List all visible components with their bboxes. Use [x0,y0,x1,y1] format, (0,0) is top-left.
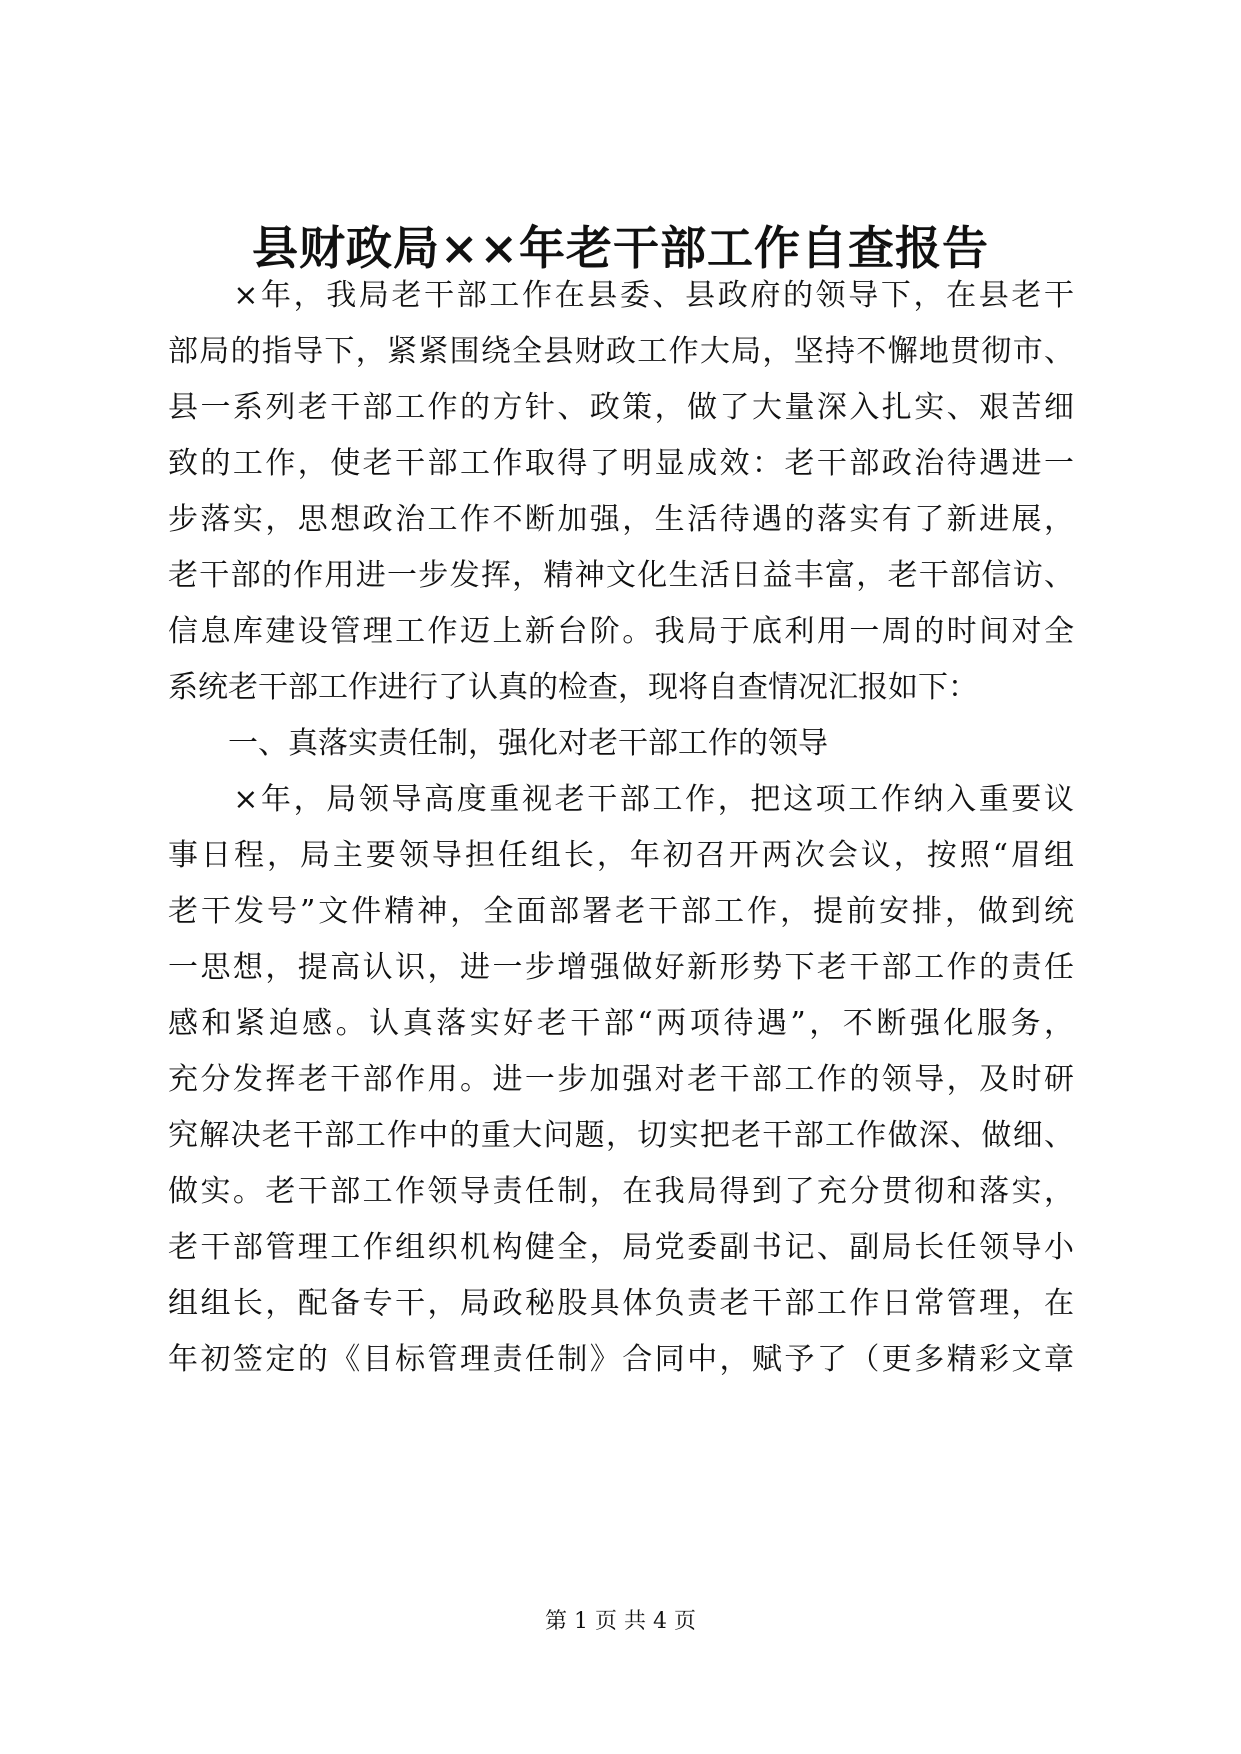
body-line: 事日程，局主要领导担任组长，年初召开两次会议，按照“眉组 [168,838,1074,873]
body-line: 一思想，提高认识，进一步增强做好新形势下老干部工作的责任 [168,950,1074,985]
body-line: 老干发号”文件精神，全面部署老干部工作，提前安排，做到统 [168,894,1074,929]
body-line: 系统老干部工作进行了认真的检查，现将自查情况汇报如下： [168,670,978,705]
body-line: 致的工作，使老干部工作取得了明显成效：老干部政治待遇进一 [168,446,1074,481]
body-line: 老干部管理工作组织机构健全，局党委副书记、副局长任领导小 [168,1230,1074,1265]
body-line: ×年，局领导高度重视老干部工作，把这项工作纳入重要议 [168,782,1074,817]
document-title: 县财政局××年老干部工作自查报告 [251,221,990,275]
body-line: 县一系列老干部工作的方针、政策，做了大量深入扎实、艰苦细 [168,390,1074,425]
page-number-footer: 第 1 页 共 4 页 [545,1609,696,1634]
body-line: 步落实，思想政治工作不断加强，生活待遇的落实有了新进展， [168,502,1074,537]
body-line: 部局的指导下，紧紧围绕全县财政工作大局，坚持不懈地贯彻市、 [168,334,1074,369]
body-line: 老干部的作用进一步发挥，精神文化生活日益丰富，老干部信访、 [168,558,1074,593]
body-line: 信息库建设管理工作迈上新台阶。我局于底利用一周的时间对全 [168,614,1074,649]
body-line: 充分发挥老干部作用。进一步加强对老干部工作的领导，及时研 [168,1062,1074,1097]
body-line: ×年，我局老干部工作在县委、县政府的领导下，在县老干 [168,278,1074,313]
section-heading: 一、真落实责任制，强化对老干部工作的领导 [168,726,828,761]
body-line: 组组长，配备专干，局政秘股具体负责老干部工作日常管理，在 [168,1286,1074,1321]
body-line: 感和紧迫感。认真落实好老干部“两项待遇”，不断强化服务， [168,1006,1074,1041]
body-line: 年初签定的《目标管理责任制》合同中，赋予了（更多精彩文章 [168,1342,1074,1377]
body-line: 究解决老干部工作中的重大问题，切实把老干部工作做深、做细、 [168,1118,1074,1153]
body-line: 做实。老干部工作领导责任制，在我局得到了充分贯彻和落实， [168,1174,1074,1209]
